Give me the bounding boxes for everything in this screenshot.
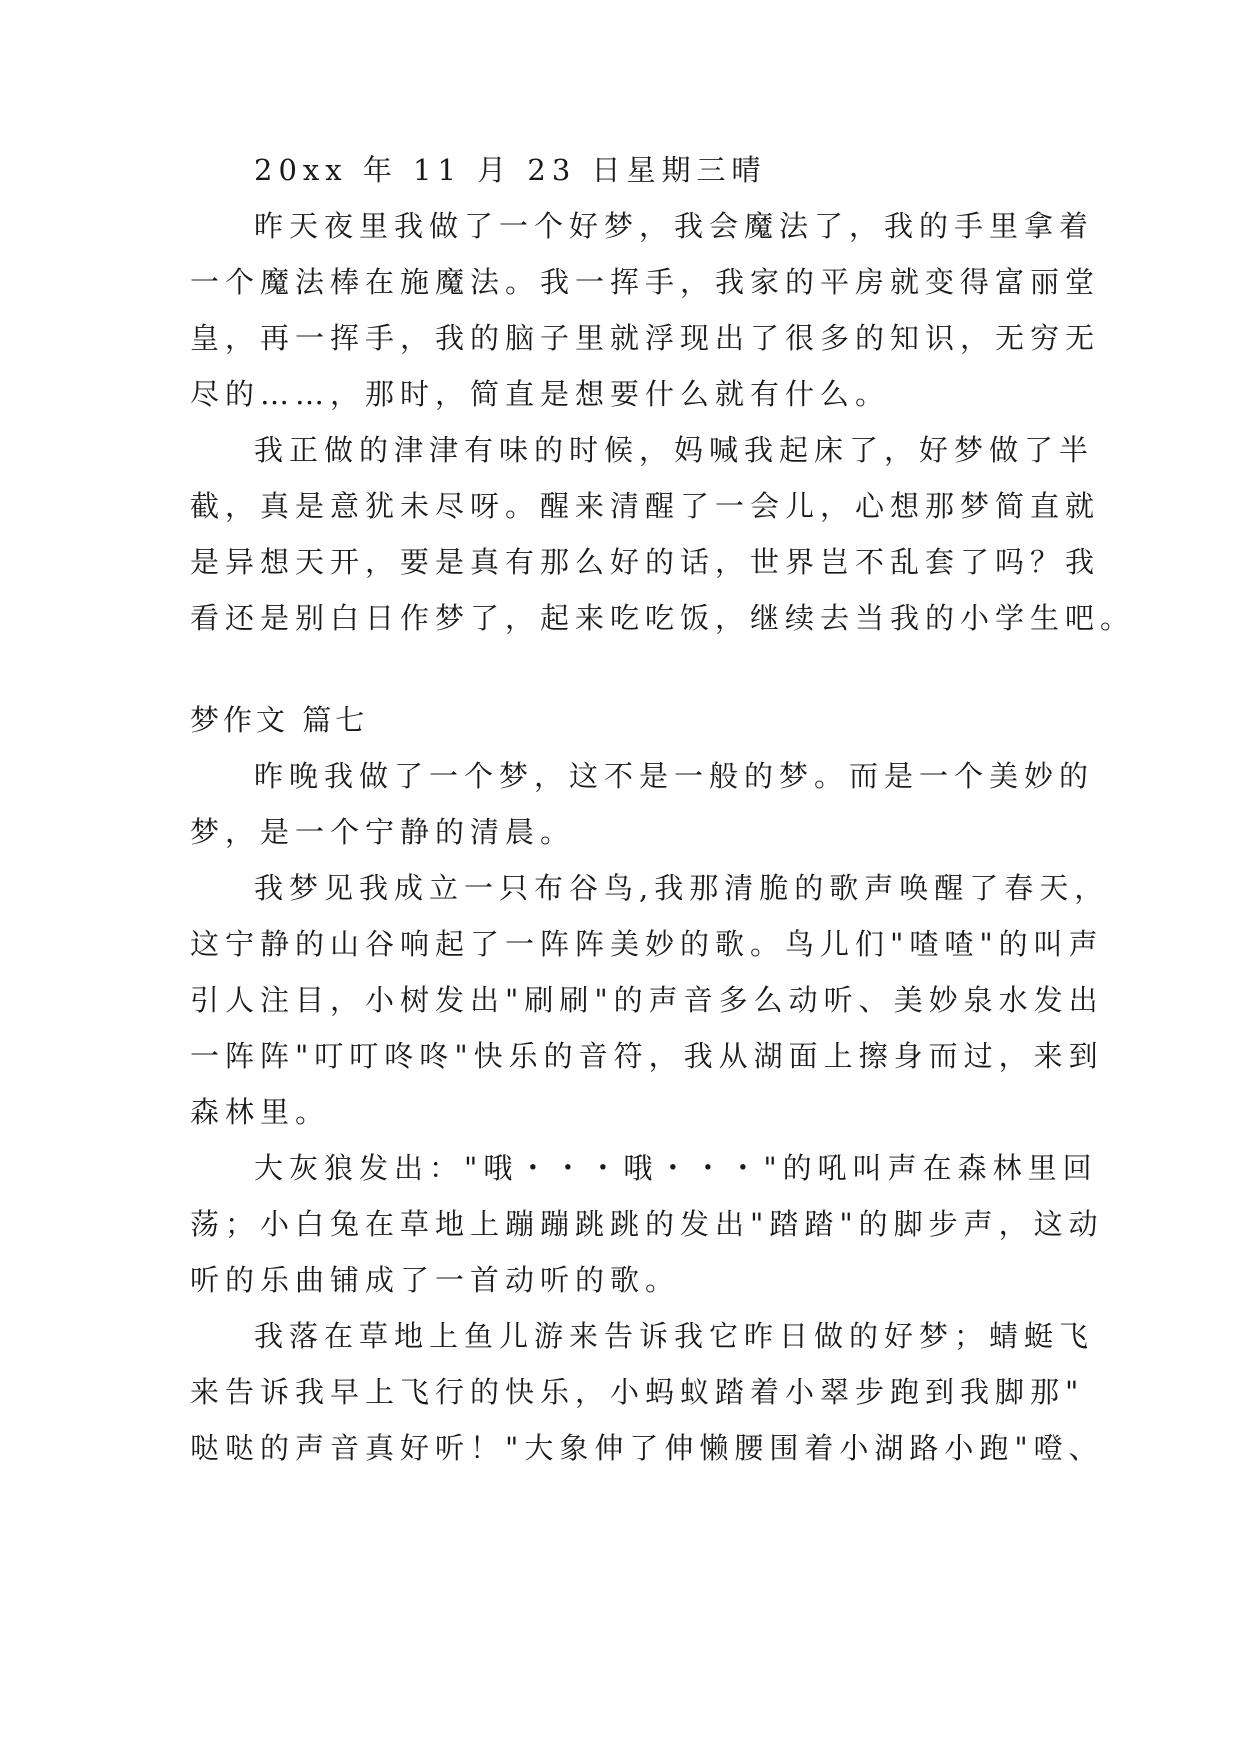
paragraph-line: 来告诉我早上飞行的快乐，小蚂蚁踏着小翠步跑到我脚那" [190,1375,1085,1409]
paragraph-line: 是异想天开，要是真有那么好的话，世界岂不乱套了吗？我 [190,545,1101,579]
paragraph-line: 截，真是意犹未尽呀。醒来清醒了一会儿，心想那梦简直就 [190,489,1101,523]
paragraph-line: 这宁静的山谷响起了一阵阵美妙的歌。鸟儿们"喳喳"的叫声 [190,927,1104,961]
diary-date: 20xx 年 11 月 23 日星期三晴 [254,153,767,187]
paragraph-line: 尽的……，那时，简直是想要什么就有什么。 [190,377,891,411]
paragraph-line: 昨天夜里我做了一个好梦，我会魔法了，我的手里拿着 [254,209,1095,243]
paragraph-line: 哒哒的声音真好听！"大象伸了伸懒腰围着小湖路小跑"噔、 [190,1431,1104,1465]
section-title: 梦作文 篇七 [190,703,369,737]
paragraph-line: 森林里。 [190,1095,331,1129]
paragraph-line: 梦，是一个宁静的清晨。 [190,815,576,849]
paragraph-line: 看还是别白日作梦了，起来吃吃饭，继续去当我的小学生吧。 [190,601,1136,635]
paragraph-line: 昨晚我做了一个梦，这不是一般的梦。而是一个美妙的 [254,759,1095,793]
paragraph-line: 大灰狼发出："哦・・・哦・・・"的吼叫声在森林里回 [254,1151,1098,1185]
paragraph-line: 皇，再一挥手，我的脑子里就浮现出了很多的知识，无穷无 [190,321,1101,355]
paragraph-line: 一阵阵"叮叮咚咚"快乐的音符，我从湖面上擦身而过，来到 [190,1039,1104,1073]
paragraph-line: 听的乐曲铺成了一首动听的歌。 [190,1263,681,1297]
paragraph-line: 我梦见我成立一只布谷鸟,我那清脆的歌声唤醒了春天， [254,871,1110,905]
paragraph-line: 我正做的津津有味的时候，妈喊我起床了，好梦做了半 [254,433,1095,467]
paragraph-line: 我落在草地上鱼儿游来告诉我它昨日做的好梦；蜻蜓飞 [254,1319,1095,1353]
paragraph-line: 一个魔法棒在施魔法。我一挥手，我家的平房就变得富丽堂 [190,265,1101,299]
paragraph-line: 荡；小白兔在草地上蹦蹦跳跳的发出"踏踏"的脚步声，这动 [190,1207,1104,1241]
paragraph-line: 引人注目，小树发出"刷刷"的声音多么动听、美妙泉水发出 [190,983,1104,1017]
